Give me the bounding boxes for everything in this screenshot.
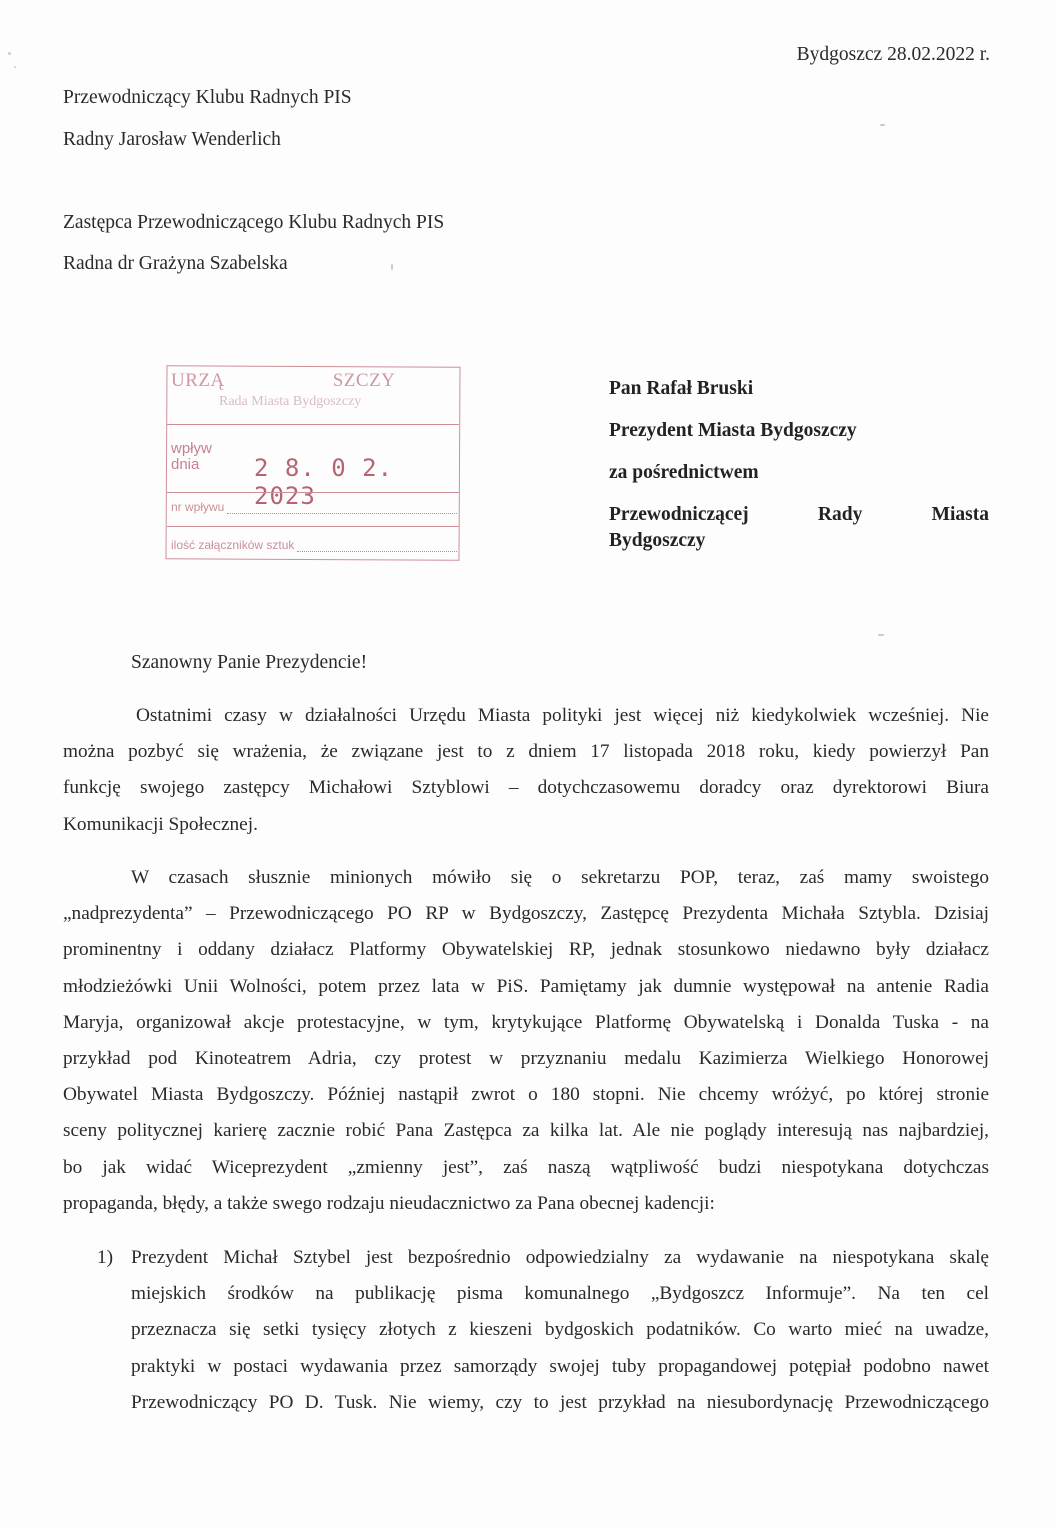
paragraph-line: Maryja, organizował akcje protestacyjne, w tym, krytykujące Platformę Obywatelską i Donalda Tuska - na [63, 1011, 989, 1033]
paragraph-line: bo jak widać Wiceprezydent „zmienny jest”, zaś naszą wątpliwość budzi niespotykana dotychczas [63, 1156, 989, 1178]
stamp-header: URZĄ SZCZY [171, 370, 396, 391]
list-item-line: praktyki w postaci wydawania przez samorządy swojej tuby propagandowej potępiał podobno nawet [131, 1355, 989, 1377]
list-item-number: 1) [97, 1247, 114, 1268]
list-item-line: miejskich środków na publikację pisma komunalnego „Bydgoszcz Informuje”. Na ten cel [131, 1283, 989, 1305]
list-item-line: Prezydent Michał Sztybel jest bezpośrednio odpowiedzialny za wydawanie na niespotykana skalę [131, 1247, 989, 1268]
scan-speck [880, 124, 885, 126]
salutation: Szanowny Panie Prezydencie! [131, 652, 368, 673]
paragraph-line: Ostatnimi czasy w działalności Urzędu Miasta polityki jest więcej niż kiedykolwiek wcześniej. Nie [136, 705, 989, 726]
recipient-city: Bydgoszczy [609, 530, 706, 551]
scan-speck [8, 52, 11, 55]
stamp-received-date: 2 8. 0 2. 2023 [254, 454, 394, 510]
scan-speck [14, 66, 16, 68]
paragraph-line: „nadprezydenta” – Przewodniczącego PO RP w Bydgoszczy, Zastępcę Prezydenta Michała Sztybla. Dzisiaj [63, 903, 989, 925]
received-stamp [163, 366, 461, 560]
list-item-line: przeznacza się setki tysięcy złotych z kieszeni bydgoskich podatników. Co warto mieć na uwadze, [131, 1319, 989, 1341]
stamp-attachments-field: ilość załączników sztuk [171, 538, 457, 552]
paragraph-line: sceny politycznej karierę zacznie robić Pana Zastępca za kilka lat. Ale nie poglądy interesują nas najbardziej, [63, 1120, 989, 1142]
sender-1-name: Radny Jarosław Wenderlich [63, 129, 281, 150]
recipient-intermediary: Przewodniczącej Rady Miasta [609, 504, 989, 525]
body-paragraph-1 [63, 698, 989, 843]
paragraph-line: W czasach słusznie minionych mówiło się o sekretarzu POP, teraz, zaś mamy swoistego [131, 867, 989, 888]
stamp-received-label: wpływ dnia [171, 440, 212, 473]
stamp-number-field: nr wpływu [171, 500, 457, 514]
paragraph-line: przykład pod Kinoteatrem Adria, czy protest w przyznaniu medalu Kazimierza Wielkiego Honorowej [63, 1047, 989, 1069]
body-paragraph-2 [63, 860, 989, 1222]
sender-2-title: Zastępca Przewodniczącego Klubu Radnych PIS [63, 212, 445, 233]
list-item-line: Przewodniczący PO D. Tusk. Nie wiemy, czy to jest przykład na niesubordynację Przewodniczącego [131, 1391, 989, 1413]
paragraph-line: propaganda, błędy, a także swego rodzaju nieudacznictwo za Pana obecnej kadencji: [63, 1192, 715, 1214]
paragraph-line: funkcję swojego zastępcy Michałowi Sztyblowi – dotychczasowemu doradcy oraz dyrektorowi Biura [63, 777, 989, 799]
stamp-subtitle: Rada Miasta Bydgoszczy [219, 394, 362, 409]
scan-speck [878, 634, 884, 636]
recipient-name: Pan Rafał Bruski [609, 378, 754, 399]
letter-date: Bydgoszcz 28.02.2022 r. [796, 44, 990, 65]
paragraph-line: Obywatel Miasta Bydgoszczy. Później nastąpił zwrot o 180 stopni. Nie chcemy wróżyć, po której stronie [63, 1084, 989, 1106]
recipient-position: Prezydent Miasta Bydgoszczy [609, 420, 857, 441]
stamp-divider [167, 424, 459, 425]
paragraph-line: prominentny i oddany działacz Platformy Obywatelskiej RP, jednak stosunkowo niedawno były działacz [63, 939, 989, 961]
sender-1-title: Przewodniczący Klubu Radnych PIS [63, 87, 352, 108]
scan-speck [391, 264, 393, 270]
list-item-text [131, 1240, 989, 1421]
paragraph-line: można pozbyć się wrażenia, że związane jest to z dniem 17 listopada 2018 roku, kiedy powierzył Pan [63, 741, 989, 763]
paragraph-line: młodzieżówki Unii Wolności, potem przez lata w PiS. Pamiętamy jak dumnie występował na antenie Radia [63, 975, 989, 997]
stamp-divider [167, 526, 459, 527]
sender-2-name: Radna dr Grażyna Szabelska [63, 253, 288, 274]
recipient-via: za pośrednictwem [609, 462, 759, 483]
stamp-divider [167, 492, 459, 493]
paragraph-line: Komunikacji Społecznej. [63, 813, 258, 835]
